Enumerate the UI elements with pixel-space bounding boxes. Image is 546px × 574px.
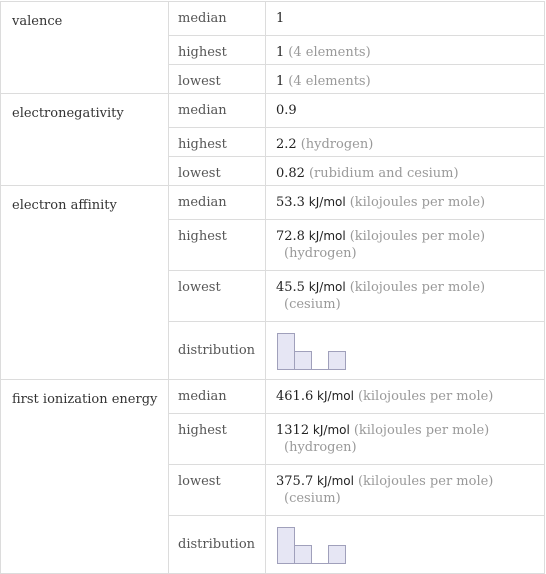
value-unit: kJ/mol: [317, 389, 354, 403]
row-key: lowest: [169, 271, 266, 322]
histogram-bar: [329, 546, 346, 564]
properties-table: [0, 1, 545, 574]
distribution-cell: [266, 322, 545, 380]
row-key: lowest: [169, 465, 266, 516]
value-unit: kJ/mol: [308, 195, 346, 209]
distribution-cell: [266, 516, 545, 574]
value-unit: kJ/mol: [308, 229, 346, 243]
row-value: [266, 465, 545, 516]
value-number: 1312: [276, 423, 310, 438]
category-label: electronegativity: [12, 106, 124, 121]
value-number: 1: [276, 74, 285, 89]
value-unit: kJ/mol: [317, 474, 354, 488]
category-electronegativity: [1, 94, 169, 186]
row-value: [266, 220, 545, 271]
histogram-bar: [295, 546, 312, 564]
row-key: highest: [169, 414, 266, 465]
distribution-histogram: [276, 526, 356, 566]
category-valence: [1, 2, 169, 94]
value-note-secondary: (hydrogen): [284, 246, 357, 261]
row-value: [266, 94, 545, 128]
value-note: (kilojoules per mole): [357, 474, 494, 489]
category-label: first ionization energy: [12, 392, 158, 407]
row-value: [266, 2, 545, 36]
row-key: median: [169, 94, 266, 128]
value-number: 2.2: [276, 137, 297, 152]
row-value: [266, 414, 545, 465]
row-key: median: [169, 186, 266, 220]
value-number: 45.5: [276, 280, 305, 295]
category-label: electron affinity: [12, 198, 117, 213]
value-number: 1: [276, 45, 285, 60]
histogram-bar: [295, 352, 312, 370]
value-unit: kJ/mol: [308, 280, 346, 294]
row-key: distribution: [169, 322, 266, 380]
row-key: median: [169, 2, 266, 36]
value-note: (4 elements): [288, 45, 371, 60]
value-note-secondary: (cesium): [284, 491, 341, 506]
distribution-histogram: [276, 332, 356, 372]
value-number: 53.3: [276, 195, 305, 210]
category-electron-affinity: [1, 186, 169, 380]
table-row: [1, 186, 545, 220]
row-key: lowest: [169, 157, 266, 186]
value-unit: kJ/mol: [312, 423, 350, 437]
value-note: (kilojoules per mole): [357, 389, 494, 404]
value-note: (kilojoules per mole): [349, 229, 486, 244]
value-note: (kilojoules per mole): [349, 280, 486, 295]
value-number: 375.7: [276, 474, 314, 489]
table-row: [1, 380, 545, 414]
histogram-bar: [278, 334, 295, 370]
histogram-bar: [278, 528, 295, 564]
value-number: 461.6: [276, 389, 314, 404]
histogram-bar: [329, 352, 346, 370]
row-value: [266, 186, 545, 220]
row-key: highest: [169, 128, 266, 157]
category-label: valence: [12, 14, 63, 29]
value-note: (4 elements): [288, 74, 371, 89]
row-value: [266, 65, 545, 94]
value-note: (hydrogen): [300, 137, 374, 152]
row-key: median: [169, 380, 266, 414]
row-value: [266, 157, 545, 186]
value-number: 0.82: [276, 166, 305, 181]
value-note: (rubidium and cesium): [308, 166, 459, 181]
table-row: [1, 94, 545, 128]
row-value: [266, 128, 545, 157]
value-note: (kilojoules per mole): [349, 195, 486, 210]
value-number: 72.8: [276, 229, 305, 244]
value-note: (kilojoules per mole): [353, 423, 490, 438]
value-note-secondary: (cesium): [284, 297, 341, 312]
row-key: highest: [169, 36, 266, 65]
row-key: highest: [169, 220, 266, 271]
row-value: [266, 380, 545, 414]
value-number: 0.9: [276, 103, 297, 118]
value-note-secondary: (hydrogen): [284, 440, 357, 455]
category-first-ionization-energy: [1, 380, 169, 574]
row-value: [266, 271, 545, 322]
table-row: [1, 2, 545, 36]
row-key: lowest: [169, 65, 266, 94]
row-key: distribution: [169, 516, 266, 574]
value-number: 1: [276, 11, 285, 26]
row-value: [266, 36, 545, 65]
